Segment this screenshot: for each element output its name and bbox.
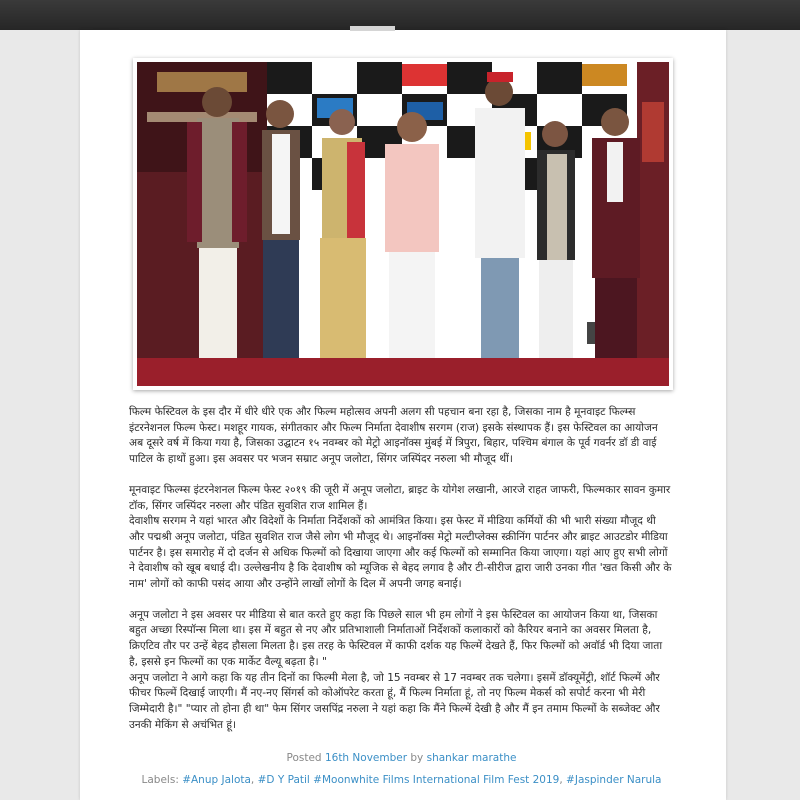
by-label: by — [410, 752, 424, 764]
article-paragraph-1: फिल्म फेस्टिवल के इस दौर में धीरे धीरे एक और फिल्म महोत्सव अपनी अलग सी पहचान बना रहा है, जिसका नाम है मूनवाइट फिल्म्स इंटरनेशनल फिल्म फेस्ट। मशहूर गायक, संगीतकार और फिल्म निर्माता देवाशीष सरगम (राज) इसके संस्थापक हैं। इस फेस्टिवल का आयोजन अब दूसरे वर्ष में किया गया है, जिसका उद्घाटन १५ नवम्बर को मेट्रो आइनॉक्स मुंबई में त्रिपुरा, बिहार, पश्चिम बंगाल के पूर्व गवर्नर डॉ डी वाई पाटिल के हाथों हुआ। इस अवसर पर भजन सम्राट अनूप जलोटा, सिंगर जस्पिंदर नरुला भी मौजूद थीं। — [129, 406, 658, 466]
author-link[interactable]: shankar marathe — [426, 752, 517, 764]
label-link[interactable]: #D Y Patil #Moonwhite Films International Film Fest 2019 — [257, 774, 560, 786]
label-link[interactable]: #Jaspinder Narula — [566, 774, 662, 786]
top-navigation-bar — [0, 0, 800, 30]
label-link[interactable]: #Anup Jalota — [182, 774, 251, 786]
event-photo[interactable] — [137, 62, 669, 386]
red-carpet — [137, 358, 669, 386]
post-image-frame[interactable] — [133, 58, 673, 390]
article-paragraph-2: मूनवाइट फिल्म्स इंटरनेशनल फिल्म फेस्ट २०१९ की जूरी में अनूप जलोटा, ब्राइट के योगेश लखानी, आरजे राहत जाफरी, फिल्मकार सावन कुमार टॉक, सिंगर जस्पिंदर नरुला और पंडित सुवशित राज शामिल हैं। — [129, 483, 671, 512]
post-date-link[interactable]: 16th November — [324, 752, 408, 764]
post-title-remnant — [350, 26, 395, 31]
posted-prefix: Posted — [286, 752, 322, 764]
post-labels: Labels: #Anup Jalota, #D Y Patil #Moonwhite Films International Film Fest 2019, #Jaspinder Narula — [141, 774, 662, 786]
article-paragraph-3: देवाशीष सरगम ने यहां भारत और विदेशों के निर्माता निर्देशकों को आमंत्रित किया। इस फेस्ट में मीडिया कर्मियों की भी भारी संख्या मौजूद थी और पद्मश्री अनूप जलोटा, पंडित सुवशित राज जैसे लोग भी मौजूद थे। आइनॉक्स मेट्रो मल्टीप्लेक्स स्क्रीनिंग पार्टनर और ब्राइट आउटडोर मीडिया पार्टनर है। इस समारोह में दो दर्जन से अधिक फिल्मों को दिखाया जाएगा और कई फिल्मों को सम्मानित किया जाएगा। यहां आए हुए सभी लोगों ने देवाशीष को खूब बधाई दी। उल्लेखनीय है कि देवाशीष को म्यूजिक से बेहद लगाव है और टी-सीरीज द्वारा जारी उनका गीत 'खत किसी और के नाम' लोगों को काफी पसंद आया और उन्होंने लाखों लोगों के दिल में अपनी जगह बनाई। — [129, 515, 672, 591]
labels-prefix: Labels: — [141, 774, 179, 786]
article-paragraph-5: अनूप जलोटा ने आगे कहा कि यह तीन दिनों का फिल्मी मेला है, जो 15 नवम्बर से 17 नवम्बर तक चलेगा। इसमें डॉक्यूमेंट्री, शॉर्ट फिल्में और फीचर फिल्में दिखाई जाएगी। मैं नए-नए सिंगर्स को कोऑपरेट करता हूं, मैं फिल्म निर्माता हूं, तो नए फिल्म मेकर्स को सपोर्ट करना भी मेरी जिम्मेदारी है।" "प्यार तो होना ही था" फेम सिंगर जसपिंद्र नरुला ने यहां कहा कि मैंने फिल्में देखी है और मैं इन तमाम फिल्मों के सब्जेक्ट और उनकी मेकिंग से अचंभित हूं। — [129, 671, 660, 731]
article-body — [129, 405, 674, 748]
post-meta — [129, 752, 674, 773]
article-paragraph-4: अनूप जलोटा ने इस अवसर पर मीडिया से बात करते हुए कहा कि पिछले साल भी हम लोगों ने इस फेस्टिवल का आयोजन किया था, जिसका बहुत अच्छा रिस्पॉन्स मिला था। इस में बहुत से नए और प्रतिभाशाली निर्माताओं निर्देशकों कलाकारों को कैरियर बनाने का अवसर मिलता है, क्रिएटिव तौर पर उन्हें बेहद हौसला मिलता है। इस तरह के फेस्टिवल में काफी दर्शक यह फिल्में देखते हैं, फिर फिल्मों को अवॉर्ड भी दिया जाता है, इससे इन फिल्मों का एक मार्केट वैल्यू बढ़ता है। " — [129, 608, 663, 668]
